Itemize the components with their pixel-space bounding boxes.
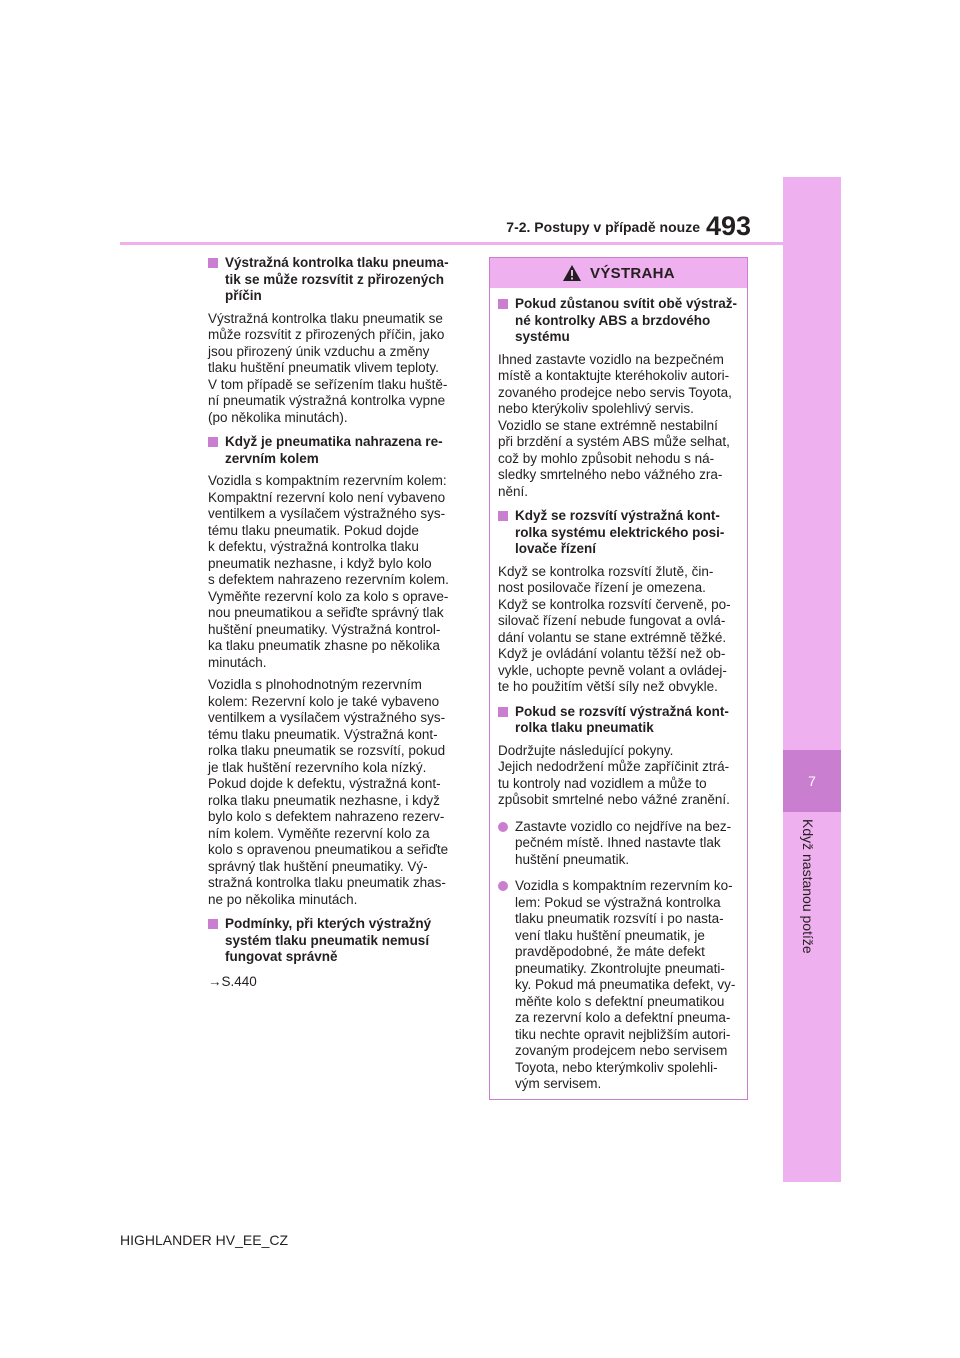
section-heading: [208, 434, 468, 467]
section-heading: [208, 916, 468, 966]
footer-model: HIGHLANDER HV_EE_CZ: [120, 1232, 289, 1248]
paragraph: Když se kontrolka rozsvítí žlutě, čin- nost posilovače řízení je omezena. Když se kontrolka rozsvítí červeně, po- silovač řízení nebude fungovat a ovlá- dání volantu se stane extrémně těžké. Když je ovládání volantu těžší než ob- vykle, uchopte pevně volant a ovládej- te ho použitím větší síly než obvykle.: [498, 563, 731, 694]
heading-text: Pokud se rozsvítí výstražná kont- rolka tlaku pneumatik: [515, 703, 729, 735]
heading-text: Pokud zůstanou svítit obě výstraž- né kontrolky ABS a brzdového systému: [515, 296, 738, 344]
round-bullet-icon: [498, 881, 508, 891]
paragraph: Dodržujte následující pokyny. Jejich nedodržení může zapříčinit ztrá- tu kontroly nad vozidlem a může to způsobit smrtelné nebo vážné zranění.: [498, 742, 730, 807]
warning-box: [489, 257, 748, 1100]
paragraph: Vozidla s plnohodnotným rezervním kolem: Rezervní kolo je také vybaveno ventilkem a vysílačem výstražného sys- tému tlaku pneumatik. Výstražná kont- rolka tlaku pneumatik se rozsvítí, pokud je tlak huštění rezervního kola nízký. Pokud dojde k defektu, výstražná kont- rolka tlaku pneumatik nezhasne, i když bylo kolo s defektem nahrazeno rezerv- ním kolem. Vyměňte rezervní kolo za kolo s opravenou pneumatikou a seřiďte správný tlak huštění pneumatiky. Vý- stražná kontrolka tlaku pneumatik zhas- ne po několika minutách.: [208, 677, 449, 907]
square-bullet-icon: [208, 437, 218, 447]
warning-heading: [498, 508, 743, 558]
page-number: 493: [706, 211, 752, 241]
paragraph: Výstražná kontrolka tlaku pneumatik se může rozsvítit z přirozených příčin, jako jsou přirozený únik vzduchu a změny tlaku huštění pneumatik vlivem teploty. V tom případě se seřízením tlaku huště- ní pneumatik výstražná kontrolka vypne (po několika minutách).: [208, 310, 448, 425]
warning-triangle-icon: [562, 264, 582, 282]
header-rule: [120, 242, 783, 245]
list-item: [498, 819, 743, 869]
warning-heading: [498, 704, 743, 737]
section-heading: [208, 255, 468, 305]
square-bullet-icon: [208, 919, 218, 929]
warning-heading: [498, 296, 743, 346]
square-bullet-icon: [498, 511, 508, 521]
warning-body: [490, 296, 747, 1093]
heading-text: Podmínky, při kterých výstražný systém tlaku pneumatik nemusí fungovat správně: [225, 916, 432, 964]
square-bullet-icon: [208, 258, 218, 268]
list-item-text: Vozidla s kompaktním rezervním ko- lem: Pokud se výstražná kontrolka tlaku pneumatik rozsvítí i po nasta- vení tlaku huštění pneumatik, je pravděpodobné, že máte defekt pneumatiky. Zkontrolujte pneumati- ky. Pokud má pneumatika defekt, vy- měňte kolo s defektní pneumatikou za rezervní kolo a defektní pneuma- tiku nechte opravit nejbližším autori- zovaným prodejcem nebo servisem Toyota, nebo kterýmkoliv spolehli- vým servisem.: [515, 878, 736, 1091]
paragraph: Ihned zastavte vozidlo na bezpečném místě a kontaktujte kteréhokoliv autori- zovaného prodejce nebo servis Toyota, nebo kterýkoliv spolehlivý servis. Vozidlo se stane extrémně nestabilní při brzdění a systém ABS může selhat, což by mohlo způsobit nehodu s ná- sledky smrtelného nebo vážného zra- nění.: [498, 351, 732, 499]
chapter-number: 7: [783, 750, 841, 812]
square-bullet-icon: [498, 707, 508, 717]
heading-text: Výstražná kontrolka tlaku pneuma- tik se může rozsvítit z přirozených příčin: [225, 255, 449, 303]
chapter-side-tab: [783, 177, 841, 1182]
round-bullet-icon: [498, 822, 508, 832]
heading-text: Když se rozsvítí výstražná kont- rolka systému elektrického posi- lovače řízení: [515, 508, 725, 556]
left-column: [208, 247, 468, 990]
chapter-title: Když nastanou potíže: [800, 819, 816, 954]
warning-header: [490, 258, 747, 288]
list-item: [498, 878, 743, 1093]
paragraph: Vozidla s kompaktním rezervním kolem: Kompaktní rezervní kolo není vybaveno ventilkem a vysílačem výstražného sys- tému tlaku pneumatik. Pokud dojde k defektu, výstražná kontrolka tlaku pneumatik nezhasne, i když bylo kolo s defektem nahrazeno rezervním kolem. Vyměňte rezervní kolo za kolo s oprave- nou pneumatikou a seřiďte správný tlak huštění pneumatiky. Výstražná kontrol- ka tlaku pneumatik zhasne po několika minutách.: [208, 473, 449, 670]
square-bullet-icon: [498, 299, 508, 309]
list-item-text: Zastavte vozidlo co nejdříve na bez- pečném místě. Ihned nastavte tlak huštění pneumatik.: [515, 818, 732, 867]
heading-text: Když je pneumatika nahrazena re- zervním kolem: [225, 434, 443, 466]
page-reference-link[interactable]: →S.440: [208, 973, 257, 989]
section-title: 7-2. Postupy v případě nouze: [506, 219, 700, 235]
warning-title: VÝSTRAHA: [590, 264, 675, 282]
